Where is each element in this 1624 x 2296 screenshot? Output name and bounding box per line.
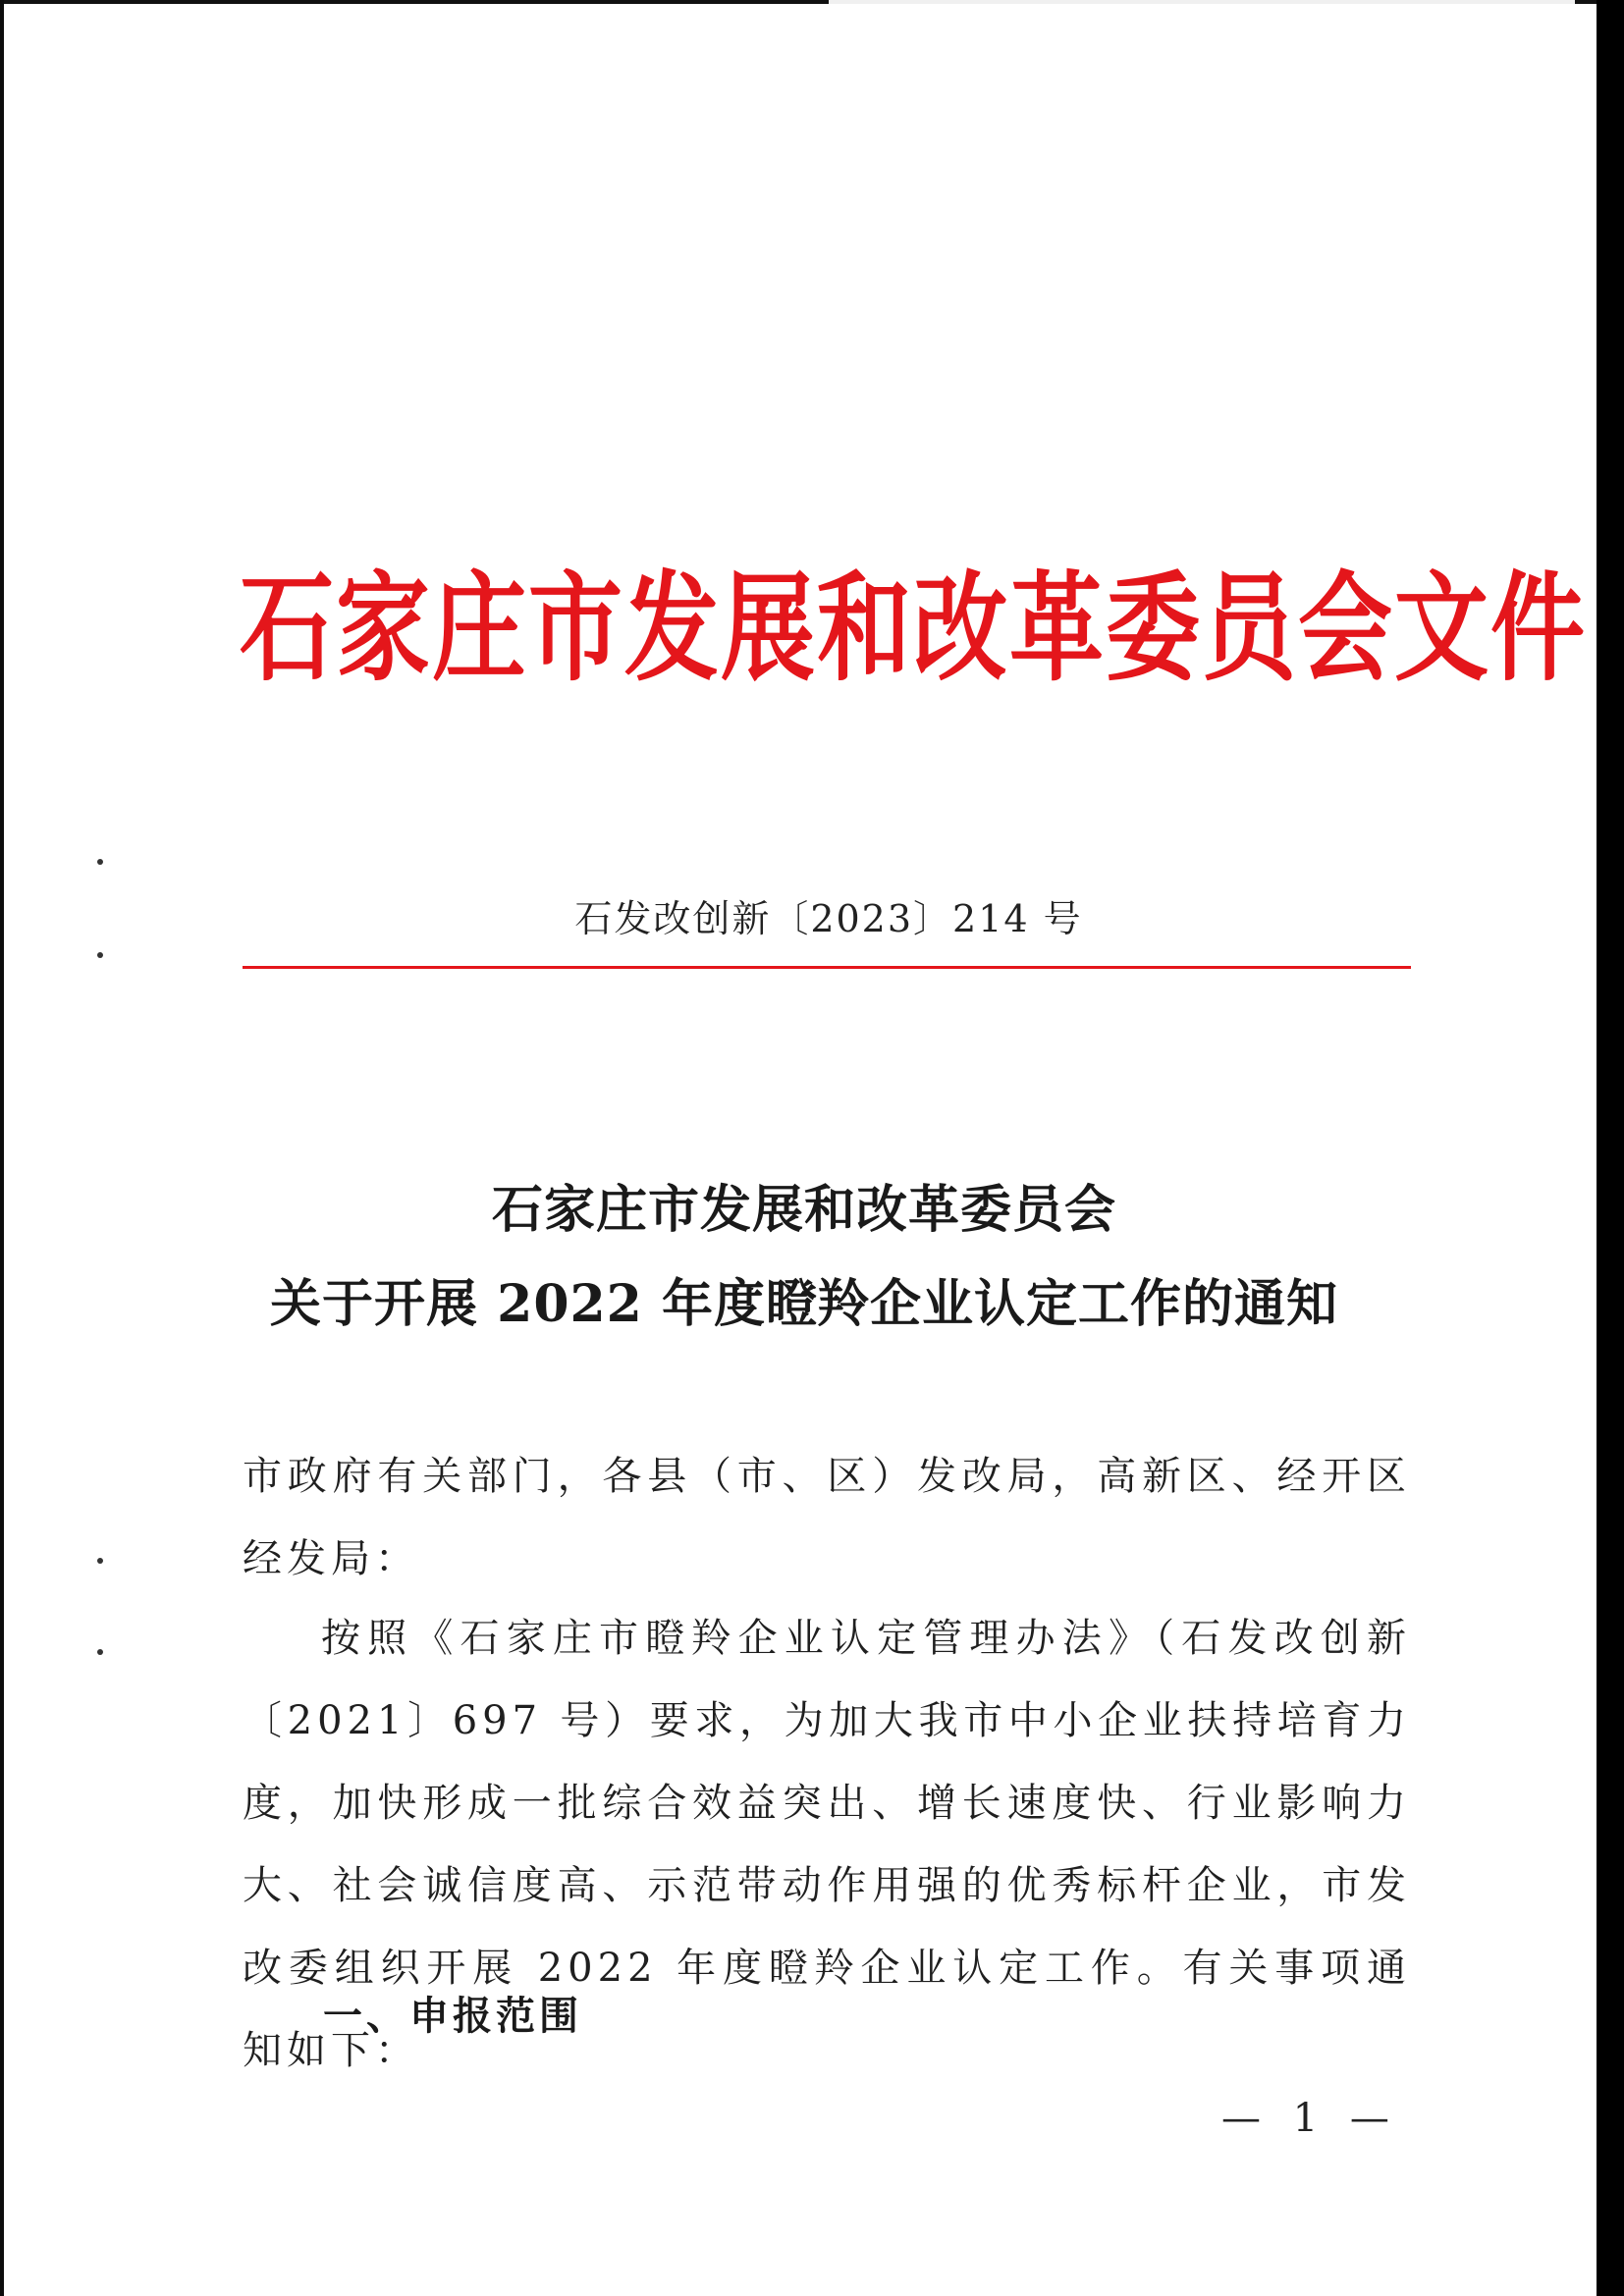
red-separator-line [243, 966, 1411, 969]
binding-mark [97, 952, 103, 958]
section-heading: 一、申报范围 [323, 1994, 582, 2039]
document-number: 石发改创新〔2023〕214 号 [574, 897, 1083, 940]
document-title-line2: 关于开展 2022 年度瞪羚企业认定工作的通知 [270, 1274, 1338, 1334]
salutation: 市政府有关部门，各县（市、区）发改局，高新区、经开区经发局： [243, 1454, 1411, 1581]
body-paragraph: 按照《石家庄市瞪羚企业认定管理办法》（石发改创新〔2021〕697 号）要求，为加大我市中小企业扶持培育力度，加快形成一批综合效益突出、增长速度快、行业影响力大、社会诚信度高、示范带动作用强的优秀标杆企业，市发改委组织开展 2022 年度瞪羚企业认定工作。有关事项通知如下： [243, 1616, 1411, 2073]
binding-mark [97, 1649, 103, 1655]
binding-mark [97, 1558, 103, 1564]
scan-top-edge-light [829, 0, 1575, 4]
page-number: — 1 — [1221, 2096, 1399, 2141]
binding-mark [97, 859, 103, 865]
document-title-line1: 石家庄市发展和改革委员会 [491, 1180, 1116, 1240]
issuer-header: 石家庄市发展和改革委员会文件 [240, 558, 1587, 697]
